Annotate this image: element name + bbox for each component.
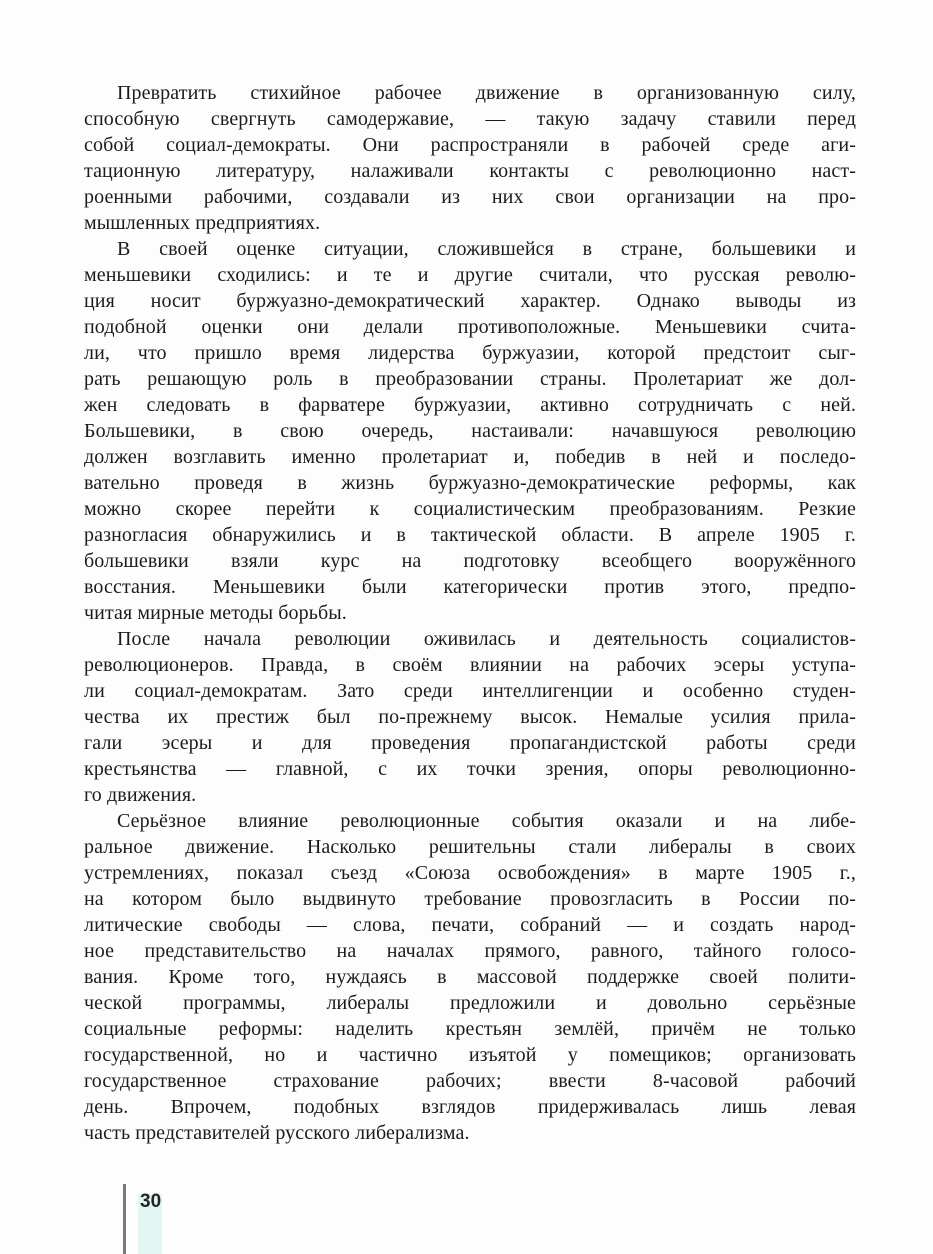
text-line: социальные реформы: наделить крестьян землёй, причём не только: [84, 1018, 856, 1040]
text-line: ли социал-демократам. Зато среди интеллигенции и особенно студен-: [84, 680, 856, 702]
text-line: большевики взяли курс на подготовку всеобщего вооружённого: [84, 550, 856, 572]
text-line: крестьянства — главной, с их точки зрения, опоры революционно-: [84, 758, 856, 780]
text-line: меньшевики сходились: и те и другие считали, что русская револю-: [84, 264, 856, 286]
text-line: Серьёзное влияние революционные события оказали и на либе-: [117, 810, 856, 832]
paragraph: [84, 626, 856, 808]
text-line: читая мирные методы борьбы.: [84, 602, 347, 624]
text-line: гали эсеры и для проведения пропагандистской работы среди: [84, 732, 856, 754]
text-line: жен следовать в фарватере буржуазии, активно сотрудничать с ней.: [84, 394, 856, 416]
text-block: [84, 80, 856, 1146]
page-number: 30: [140, 1191, 162, 1212]
text-line: роенными рабочими, создавали из них свои организации на про-: [84, 186, 856, 208]
text-line: ли, что пришло время лидерства буржуазии, которой предстоит сыг-: [84, 342, 856, 364]
text-line: В своей оценке ситуации, сложившейся в стране, большевики и: [117, 238, 856, 260]
text-line: ральное движение. Насколько решительны стали либералы в своих: [84, 836, 856, 858]
text-line: го движения.: [84, 784, 197, 806]
text-line: можно скорее перейти к социалистическим преобразованиям. Резкие: [84, 498, 856, 520]
footer-rule: [123, 1184, 126, 1254]
text-line: восстания. Меньшевики были категорически против этого, предпо-: [84, 576, 856, 598]
paragraph: [84, 80, 856, 236]
text-line: ческой программы, либералы предложили и довольно серьёзные: [84, 992, 856, 1014]
text-line: государственное страхование рабочих; ввести 8-часовой рабочий: [84, 1070, 856, 1092]
text-line: ное представительство на началах прямого, равного, тайного голосо-: [84, 940, 856, 962]
text-line: подобной оценки они делали противоположные. Меньшевики счита-: [84, 316, 856, 338]
text-line: Превратить стихийное рабочее движение в организованную силу,: [117, 82, 856, 104]
text-line: устремлениях, показал съезд «Союза освобождения» в марте 1905 г.,: [84, 862, 856, 884]
text-line: ция носит буржуазно-демократический характер. Однако выводы из: [84, 290, 856, 312]
text-line: способную свергнуть самодержавие, — такую задачу ставили перед: [84, 108, 856, 130]
text-line: государственной, но и частично изъятой у помещиков; организовать: [84, 1044, 856, 1066]
text-line: Большевики, в свою очередь, настаивали: начавшуюся революцию: [84, 420, 856, 442]
text-line: чества их престиж был по-прежнему высок. Немалые усилия прила-: [84, 706, 856, 728]
text-line: После начала революции оживилась и деятельность социалистов-: [117, 628, 856, 650]
paragraph: [84, 808, 856, 1146]
text-line: на котором было выдвинуто требование провозгласить в России по-: [84, 888, 856, 910]
text-line: тационную литературу, налаживали контакты с революционно наст-: [84, 160, 856, 182]
text-line: мышленных предприятиях.: [84, 212, 321, 234]
text-line: литические свободы — слова, печати, собраний — и создать народ-: [84, 914, 856, 936]
paragraph: [84, 236, 856, 626]
text-line: рать решающую роль в преобразовании страны. Пролетариат же дол-: [84, 368, 856, 390]
text-line: вания. Кроме того, нуждаясь в массовой поддержке своей полити-: [84, 966, 856, 988]
text-line: день. Впрочем, подобных взглядов придерживалась лишь левая: [84, 1096, 856, 1118]
text-line: разногласия обнаружились и в тактической области. В апреле 1905 г.: [84, 524, 856, 546]
text-line: должен возглавить именно пролетариат и, победив в ней и последо-: [84, 446, 856, 468]
text-line: собой социал-демократы. Они распространяли в рабочей среде аги-: [84, 134, 856, 156]
text-line: революционеров. Правда, в своём влиянии на рабочих эсеры уступа-: [84, 654, 856, 676]
text-line: вательно проведя в жизнь буржуазно-демократические реформы, как: [84, 472, 856, 494]
text-line: часть представителей русского либерализма.: [84, 1122, 470, 1144]
